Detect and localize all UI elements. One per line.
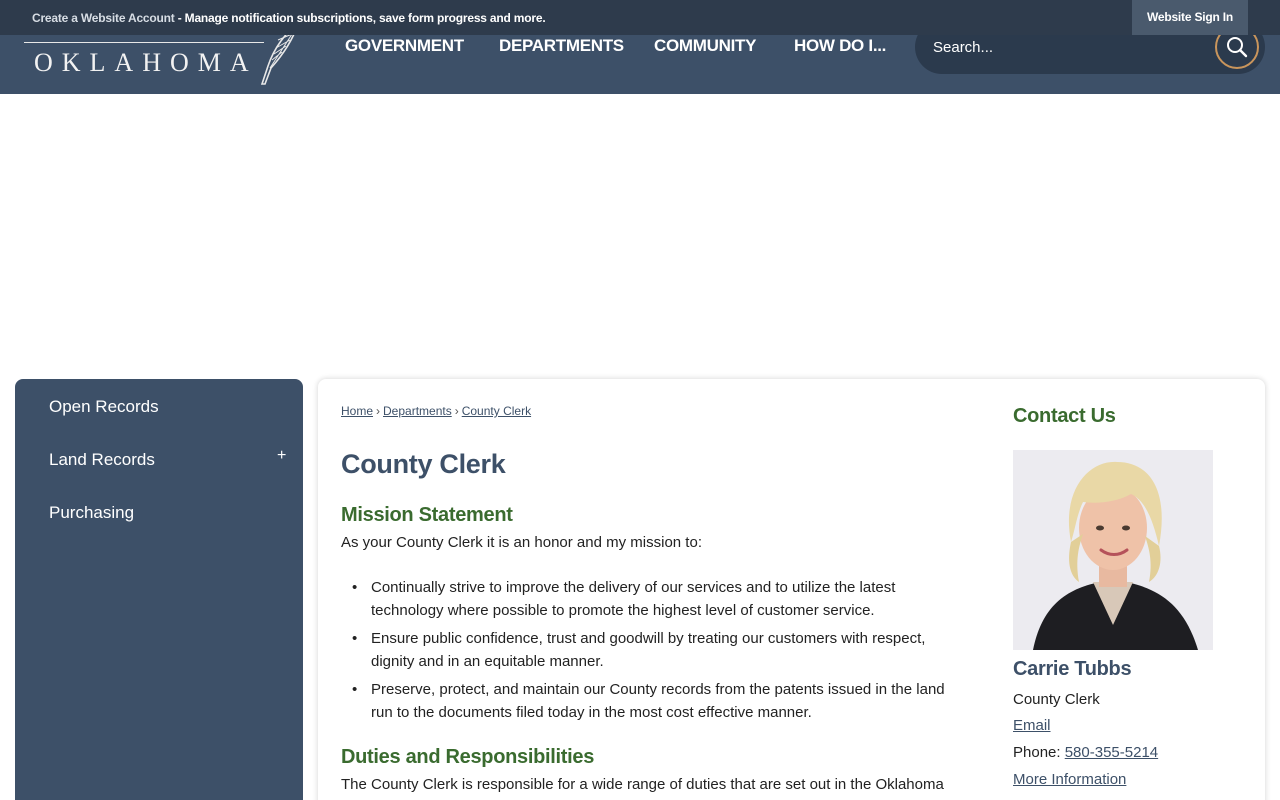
logo-rule <box>24 42 264 43</box>
portrait-image <box>1013 450 1213 650</box>
phone-link[interactable]: 580-355-5214 <box>1064 744 1159 761</box>
breadcrumb-home[interactable]: Home <box>341 404 374 418</box>
contact-role: County Clerk <box>1013 691 1100 708</box>
email-link[interactable]: Email <box>1013 717 1051 734</box>
duties-text: The County Clerk is responsible for a wide range of duties that are set out in the Oklahoma <box>341 776 944 793</box>
sidebar-item-land-records[interactable]: Land Records <box>49 450 155 469</box>
nav-government[interactable]: GOVERNMENT <box>345 36 464 55</box>
sidebar-item-open-records[interactable]: Open Records <box>49 397 159 416</box>
phone-label: Phone: <box>1013 744 1065 761</box>
nav-community[interactable]: COMMUNITY <box>654 36 757 55</box>
sidebar-item-purchasing[interactable]: Purchasing <box>49 503 135 522</box>
contact-phone <box>1013 744 1158 761</box>
page-title: County Clerk <box>341 449 506 479</box>
notification-bar <box>0 0 1280 35</box>
contact-name: Carrie Tubbs <box>1013 658 1132 680</box>
contact-photo <box>1013 450 1213 650</box>
list-item: • Ensure public confidence, trust and goodwill by treating our customers with respect, dignity and in an equitable manner. <box>341 627 961 673</box>
list-item: • Preserve, protect, and maintain our County records from the patents issued in the land run to the documents filed today in the most cost effective manner. <box>341 678 961 724</box>
mission-intro: As your County Clerk it is an honor and my mission to: <box>341 534 702 551</box>
expand-land-records-button[interactable]: + <box>277 447 287 464</box>
breadcrumb-county-clerk[interactable]: County Clerk <box>461 404 532 418</box>
account-banner <box>32 11 545 25</box>
side-nav <box>15 379 303 800</box>
breadcrumb-departments[interactable]: Departments <box>383 404 452 418</box>
duties-heading: Duties and Responsibilities <box>341 746 595 768</box>
breadcrumb: Home › Departments › County Clerk <box>341 404 532 418</box>
mission-heading: Mission Statement <box>341 504 513 526</box>
contact-heading: Contact Us <box>1013 405 1116 427</box>
mission-list <box>341 576 961 729</box>
create-account-link[interactable]: Create a Website Account <box>32 11 175 25</box>
magnifier-icon <box>1226 36 1248 58</box>
search-input[interactable] <box>933 34 1203 60</box>
account-banner-desc: - Manage notification subscriptions, save form progress and more. <box>174 11 546 25</box>
list-item: • Continually strive to improve the delivery of our services and to utilize the latest technology where possible to promote the highest level of customer service. <box>341 576 961 622</box>
nav-how-do-i[interactable]: HOW DO I... <box>794 36 887 55</box>
logo-text: OKLAHOMA <box>34 48 258 77</box>
website-sign-in-button[interactable]: Website Sign In <box>1132 0 1248 35</box>
more-information-link[interactable]: More Information <box>1013 771 1127 788</box>
nav-departments[interactable]: DEPARTMENTS <box>499 36 624 55</box>
